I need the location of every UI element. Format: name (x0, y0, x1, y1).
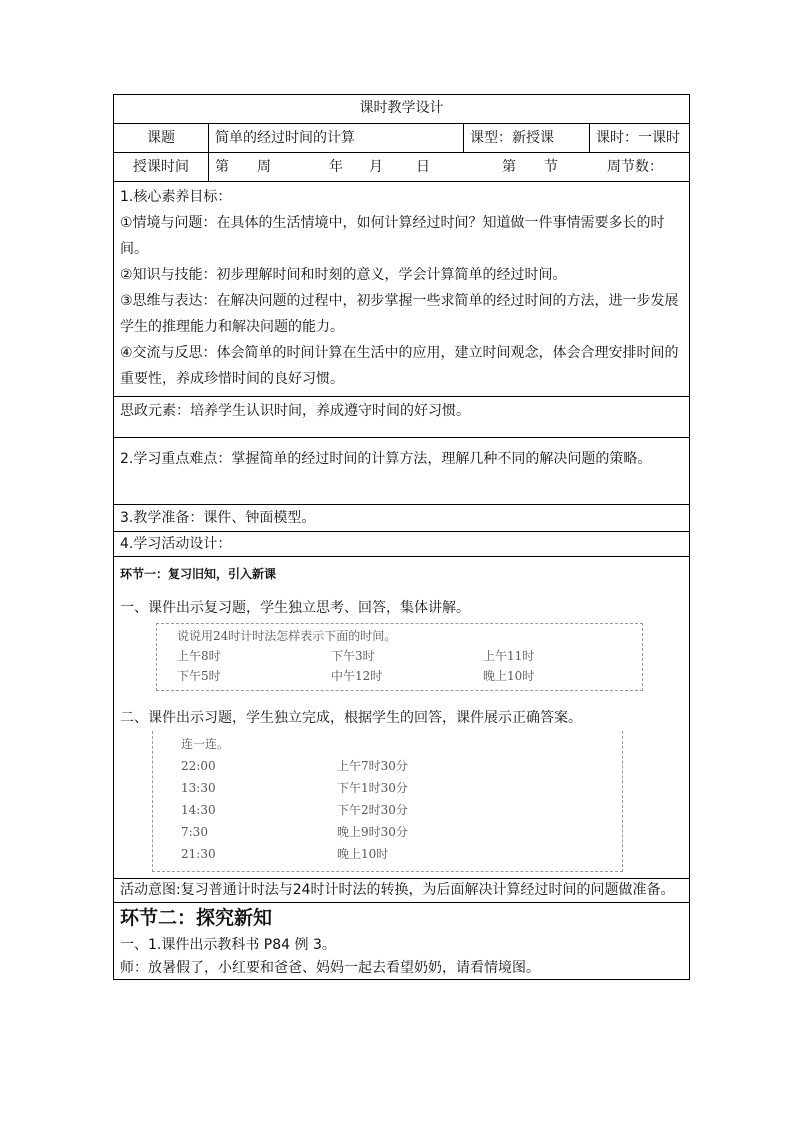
review-cell: 晚上10时 (483, 669, 535, 683)
week-field: 第 周 (215, 159, 271, 175)
stage1-cell (114, 557, 690, 879)
month-field: 月 (369, 159, 383, 175)
matching-right: 下午2时30分 (337, 803, 408, 817)
matching-right: 下午1时30分 (337, 781, 408, 795)
matching-row (181, 843, 614, 865)
lesson-hours: 课时：一课时 (590, 124, 690, 153)
matching-prompt (181, 733, 614, 755)
lesson-document (113, 94, 689, 980)
matching-left: 22:00 (181, 759, 216, 773)
stage2-line1: 一、1.课件出示教科书 P84 例 3。 (120, 937, 336, 953)
document-title: 课时教学设计 (114, 95, 690, 124)
review-prompt-text: 说说用24时计时法怎样表示下面的时间。 (177, 629, 397, 643)
stage1-step1: 一、课件出示复习题，学生独立思考、回答，集体讲解。 (120, 600, 470, 616)
matching-left: 21:30 (181, 847, 216, 861)
matching-right: 上午7时30分 (337, 759, 408, 773)
review-row (177, 646, 634, 666)
activity-heading-cell: 4.学习活动设计： (114, 532, 690, 557)
topic-label: 课题 (114, 124, 209, 153)
matching-row (181, 777, 614, 799)
goal-item: ②知识与技能：初步理解时间和时刻的意义，学会计算简单的经过时间。 (120, 267, 567, 283)
matching-row (181, 821, 614, 843)
day-field: 日 (416, 159, 430, 175)
stage1-step2: 二、课件出示习题，学生独立完成，根据学生的回答，课件展示正确答案。 (120, 710, 582, 726)
review-cell: 中午12时 (331, 669, 383, 683)
ideology-cell: 思政元素：培养学生认识时间，养成遵守时间的好习惯。 (114, 397, 690, 438)
topic-value: 简单的经过时间的计算 (209, 124, 464, 153)
review-row (177, 666, 634, 686)
review-prompt (177, 626, 634, 646)
matching-left: 14:30 (181, 803, 216, 817)
matching-row (181, 799, 614, 821)
section-field: 第 节 (502, 159, 558, 175)
year-field: 年 (329, 159, 343, 175)
lesson-table (113, 94, 690, 980)
matching-row (181, 755, 614, 777)
matching-right: 晚上9时30分 (337, 825, 408, 839)
review-cell: 上午8时 (177, 649, 221, 663)
stage1-title: 环节一：复习旧知，引入新课 (120, 567, 277, 581)
matching-prompt-text: 连一连。 (181, 737, 230, 751)
core-goals-cell (114, 182, 690, 397)
review-exercise-box (156, 623, 643, 691)
review-cell: 上午11时 (483, 649, 535, 663)
matching-left: 7:30 (181, 825, 208, 839)
review-cell: 下午5时 (177, 669, 221, 683)
goals-heading: 1.核心素养目标： (120, 189, 232, 205)
stage2-cell (114, 903, 690, 980)
matching-exercise-box (152, 731, 623, 872)
key-points-cell: 2.学习重点难点：掌握简单的经过时间的计算方法，理解几种不同的解决问题的策略。 (114, 438, 690, 505)
matching-left: 13:30 (181, 781, 216, 795)
weekly-count-field: 周节数： (607, 159, 663, 175)
goal-item: ①情境与问题：在具体的生活情境中，如何计算经过时间？知道做一件事情需要多长的时间。 (120, 215, 665, 257)
stage2-title: 环节二：探究新知 (120, 907, 273, 929)
goal-item: ④交流与反思：体会简单的时间计算在生活中的应用，建立时间观念，体会合理安排时间的重要性，养成珍惜时间的良好习惯。 (120, 345, 679, 387)
lesson-type: 课型：新授课 (464, 124, 590, 153)
stage2-line2: 师：放暑假了，小红要和爸爸、妈妈一起去看望奶奶，请看情境图。 (120, 960, 540, 976)
matching-right: 晚上10时 (337, 847, 389, 861)
teaching-time-info (209, 153, 690, 182)
activity-intent-cell: 活动意图:复习普通计时法与24时计时法的转换，为后面解决计算经过时间的问题做准备。 (114, 879, 690, 903)
preparation-cell: 3.教学准备：课件、钟面模型。 (114, 505, 690, 532)
teaching-time-label: 授课时间 (114, 153, 209, 182)
goal-item: ③思维与表达：在解决问题的过程中，初步掌握一些求简单的经过时间的方法，进一步发展学生的推理能力和解决问题的能力。 (120, 293, 679, 335)
review-cell: 下午3时 (331, 649, 375, 663)
